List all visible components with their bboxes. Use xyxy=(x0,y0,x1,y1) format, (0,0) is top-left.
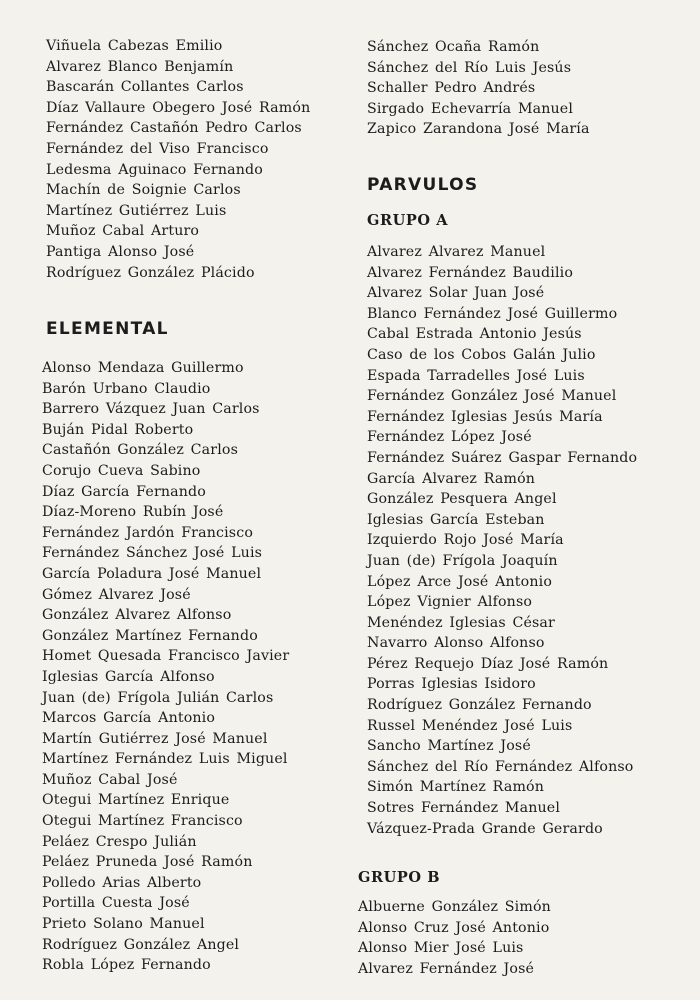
name-entry: Peláez Crespo Julián xyxy=(42,833,197,850)
name-entry: Fernández Suárez Gaspar Fernando xyxy=(367,449,638,466)
name-entry: Rodríguez González Angel xyxy=(42,936,240,953)
name-entry: Fernández Iglesias Jesús María xyxy=(367,408,603,425)
name-entry: Alvarez Alvarez Manuel xyxy=(367,244,546,260)
name-entry: Sancho Martínez José xyxy=(367,738,531,755)
name-entry: González Alvarez Alfonso xyxy=(42,607,232,624)
name-entry: Fernández González José Manuel xyxy=(367,388,617,405)
name-entry: Polledo Arias Alberto xyxy=(42,874,202,891)
name-entry: Marcos García Antonio xyxy=(42,710,216,727)
name-entry: López Vignier Alfonso xyxy=(367,594,533,611)
name-entry: Machín de Soignie Carlos xyxy=(46,182,241,199)
name-entry: Schaller Pedro Andrés xyxy=(367,80,536,97)
name-entry: Sánchez Ocaña Ramón xyxy=(367,39,540,55)
grupo-b-name-list xyxy=(358,897,551,979)
name-entry: García Poladura José Manuel xyxy=(42,565,262,582)
name-entry: Caso de los Cobos Galán Julio xyxy=(367,346,596,363)
name-entry: Iglesias García Esteban xyxy=(367,511,545,528)
name-entry: González Martínez Fernando xyxy=(42,627,258,644)
section-title-elemental: ELEMENTAL xyxy=(46,319,169,339)
name-entry: Ledesma Aguinaco Fernando xyxy=(46,161,263,178)
name-entry: Fernández López José xyxy=(367,429,532,446)
name-entry: Prieto Solano Manuel xyxy=(42,916,205,933)
name-entry: Alvarez Solar Juan José xyxy=(367,285,545,302)
group-title-a: GRUPO A xyxy=(367,212,449,229)
name-entry: Albuerne González Simón xyxy=(358,899,551,915)
name-entry: Fernández Castañón Pedro Carlos xyxy=(46,120,302,137)
name-entry: Alvarez Fernández José xyxy=(358,960,535,977)
name-entry: Sánchez del Río Fernández Alfonso xyxy=(367,758,634,775)
name-entry: Vázquez-Prada Grande Gerardo xyxy=(367,820,603,837)
name-entry: Martínez Fernández Luis Miguel xyxy=(42,751,288,768)
right-top-name-list xyxy=(367,37,590,140)
grupo-a-name-list xyxy=(367,242,637,839)
name-entry: Rodríguez González Plácido xyxy=(46,264,255,281)
name-entry: Gómez Alvarez José xyxy=(42,586,191,603)
name-entry: López Arce José Antonio xyxy=(367,573,553,590)
name-entry: Sirgado Echevarría Manuel xyxy=(367,100,574,117)
name-entry: Robla López Fernando xyxy=(42,957,211,974)
section-title-parvulos: PARVULOS xyxy=(367,175,479,195)
name-entry: Barrero Vázquez Juan Carlos xyxy=(42,401,260,418)
name-entry: Díaz-Moreno Rubín José xyxy=(42,504,224,521)
name-entry: Peláez Pruneda José Ramón xyxy=(42,854,253,871)
name-entry: Martín Gutiérrez José Manuel xyxy=(42,730,268,747)
name-entry: Cabal Estrada Antonio Jesús xyxy=(367,326,582,343)
name-entry: Bascarán Collantes Carlos xyxy=(46,79,244,96)
name-entry: Simón Martínez Ramón xyxy=(367,779,545,796)
name-entry: Izquierdo Rojo José María xyxy=(367,532,564,549)
name-entry: Fernández del Viso Francisco xyxy=(46,140,269,157)
name-entry: Alvarez Blanco Benjamín xyxy=(46,58,234,75)
name-entry: Muñoz Cabal José xyxy=(42,771,178,788)
name-entry: Zapico Zarandona José María xyxy=(367,121,590,138)
name-entry: Alonso Mendaza Guillermo xyxy=(42,360,244,376)
name-entry: Homet Quesada Francisco Javier xyxy=(42,648,290,665)
name-entry: Juan (de) Frígola Julián Carlos xyxy=(42,689,274,706)
name-entry: Martínez Gutiérrez Luis xyxy=(46,202,227,219)
name-entry: Sotres Fernández Manuel xyxy=(367,800,561,817)
name-entry: García Alvarez Ramón xyxy=(367,470,536,487)
group-title-b: GRUPO B xyxy=(358,869,441,886)
name-entry: Blanco Fernández José Guillermo xyxy=(367,305,618,322)
name-entry: Iglesias García Alfonso xyxy=(42,668,215,685)
name-entry: Menéndez Iglesias César xyxy=(367,614,555,631)
name-entry: Muñoz Cabal Arturo xyxy=(46,223,200,240)
name-entry: Barón Urbano Claudio xyxy=(42,380,211,397)
name-entry: Díaz García Fernando xyxy=(42,483,206,500)
left-top-name-list xyxy=(46,36,310,283)
name-entry: Alvarez Fernández Baudilio xyxy=(367,264,574,281)
name-entry: Russel Menéndez José Luis xyxy=(367,717,573,734)
name-entry: Pérez Requejo Díaz José Ramón xyxy=(367,655,609,672)
name-entry: Portilla Cuesta José xyxy=(42,895,190,912)
name-entry: Rodríguez González Fernando xyxy=(367,697,592,714)
name-entry: Otegui Martínez Francisco xyxy=(42,813,243,830)
name-entry: Viñuela Cabezas Emilio xyxy=(46,38,223,54)
name-entry: Fernández Jardón Francisco xyxy=(42,524,254,541)
name-entry: Otegui Martínez Enrique xyxy=(42,792,230,809)
name-entry: Castañón González Carlos xyxy=(42,442,238,459)
name-entry: Fernández Sánchez José Luis xyxy=(42,545,263,562)
name-entry: Corujo Cueva Sabino xyxy=(42,462,201,479)
name-entry: Espada Tarradelles José Luis xyxy=(367,367,585,384)
name-entry: Díaz Vallaure Obegero José Ramón xyxy=(46,99,311,116)
name-entry: Pantiga Alonso José xyxy=(46,243,195,260)
elemental-name-list xyxy=(42,358,289,976)
name-entry: Porras Iglesias Isidoro xyxy=(367,676,536,693)
name-entry: González Pesquera Angel xyxy=(367,491,557,508)
name-entry: Juan (de) Frígola Joaquín xyxy=(367,552,558,569)
name-entry: Sánchez del Río Luis Jesús xyxy=(367,59,572,76)
name-entry: Alonso Mier José Luis xyxy=(358,940,524,957)
name-entry: Buján Pidal Roberto xyxy=(42,421,194,438)
name-entry: Navarro Alonso Alfonso xyxy=(367,635,545,652)
name-entry: Alonso Cruz José Antonio xyxy=(358,919,550,936)
